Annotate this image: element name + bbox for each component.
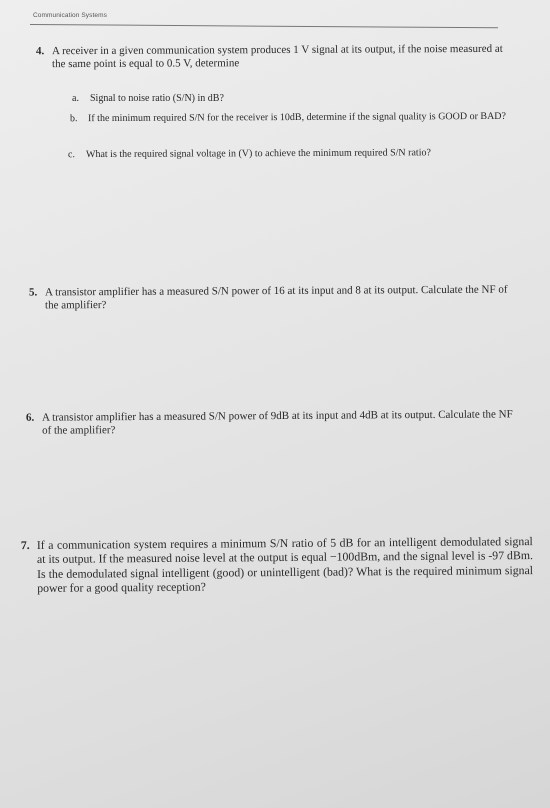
question-6 <box>25 408 522 437</box>
question-4-part-a <box>72 93 490 105</box>
page-header: Communication Systems <box>33 12 107 19</box>
question-number: 6. <box>25 411 35 424</box>
question-4 <box>35 42 504 71</box>
question-text: If a communication system requires a minimum S/N ratio of 5 dB for an intelligent demodulated signal at its output. If the measured noise level at the output is equal −100dBm, and the signal level is -97 dBm. Is the demodulated signal intelligent (good) or unintelligent (bad)? What is the required minimum signal power for a good quality reception? <box>36 534 534 596</box>
question-4-part-b <box>69 110 508 125</box>
question-text: A transistor amplifier has a measured S/N power of 16 at its input and 8 at its output. Calculate the NF of the amplifier? <box>44 283 508 312</box>
header-rule <box>30 24 498 28</box>
part-letter: b. <box>69 113 78 125</box>
part-text: If the minimum required S/N for the receiver is 10dB, determine if the signal quality is GOOD or BAD? <box>87 110 506 125</box>
part-letter: c. <box>67 149 75 161</box>
question-text: A transistor amplifier has a measured S/N power of 9dB at its input and 4dB at its output. Calculate the NF of the amplifier? <box>41 408 513 437</box>
question-7 <box>20 534 534 596</box>
part-text: What is the required signal voltage in (V) to achieve the minimum required S/N ratio? <box>85 147 431 161</box>
question-5 <box>28 283 515 313</box>
question-number: 7. <box>20 538 30 553</box>
question-text: A receiver in a given communication system produces 1 V signal at its output, if the noise measured at the same point is equal to 0.5 V, determine <box>51 42 503 71</box>
question-number: 5. <box>28 286 38 299</box>
question-number: 4. <box>35 45 45 58</box>
part-text: Signal to noise ratio (S/N) in dB? <box>90 93 224 104</box>
question-4-part-c <box>67 147 506 161</box>
part-letter: a. <box>72 93 79 104</box>
